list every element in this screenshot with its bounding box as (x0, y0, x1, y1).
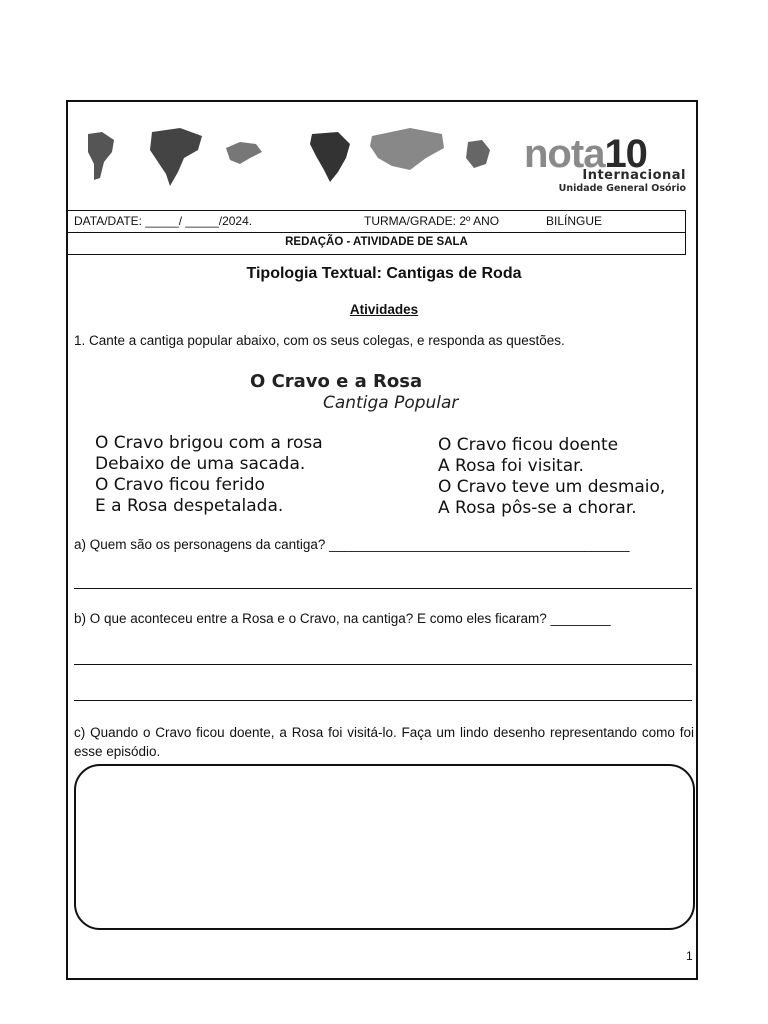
activities-title: Atividades (349, 302, 419, 317)
info-table (67, 210, 686, 255)
class-field: TURMA/GRADE: 2º ANO (364, 214, 500, 228)
stanza-1 (95, 433, 323, 517)
australia-icon (466, 140, 490, 168)
brand-subtitle: Internacional (582, 168, 686, 183)
africa-icon (310, 132, 350, 182)
stanza-2 (438, 435, 665, 519)
stanza-line: O Cravo brigou com a rosa (95, 433, 323, 453)
stanza-line: O Cravo ficou ferido (95, 475, 265, 495)
answer-line-b1[interactable] (74, 664, 692, 665)
answer-line-b2[interactable] (74, 700, 692, 701)
poem-title: O Cravo e a Rosa (250, 371, 423, 392)
bilingual-label: BILÍNGUE (546, 214, 603, 228)
date-field: DATA/DATE: _____/ _____/2024. (74, 214, 253, 228)
europe-icon (226, 142, 262, 164)
stanza-line: E a Rosa despetalada. (95, 496, 284, 516)
brand-unit: Unidade General Osório (558, 183, 686, 194)
stanza-line: A Rosa foi visitar. (438, 456, 584, 476)
section-title: REDAÇÃO - ATIVIDADE DE SALA (285, 236, 468, 248)
stanza-line: Debaixo de uma sacada. (95, 454, 306, 474)
stanza-line: O Cravo ficou doente (438, 435, 619, 455)
south-america-icon (88, 132, 114, 180)
instruction-text: 1. Cante a cantiga popular abaixo, com os seus colegas, e responda as questões. (74, 333, 565, 348)
stanza-line: O Cravo teve um desmaio, (438, 477, 666, 497)
stanza-line: A Rosa pôs-se a chorar. (438, 498, 637, 518)
poem-subtitle: Cantiga Popular (323, 393, 459, 413)
question-a: a) Quem são os personagens da cantiga? ________________________________________ (74, 537, 630, 552)
asia-icon (370, 128, 444, 170)
question-b: b) O que aconteceu entre a Rosa e o Cravo, na cantiga? E como eles ficaram? ________ (74, 611, 611, 626)
drawing-area[interactable] (74, 764, 695, 930)
question-c: c) Quando o Cravo ficou doente, a Rosa foi visitá-lo. Faça um lindo desenho representando como foi esse episódio. (74, 725, 694, 759)
continents-banner (80, 122, 500, 192)
north-america-icon (150, 128, 202, 186)
main-title: Tipologia Textual: Cantigas de Roda (246, 265, 522, 282)
info-row-title (68, 233, 685, 254)
nota10-logo (524, 134, 694, 198)
brand-word: nota10 (524, 132, 647, 176)
info-row-date (68, 211, 685, 233)
page-number: 1 (686, 949, 693, 963)
answer-line-a[interactable] (74, 588, 692, 589)
